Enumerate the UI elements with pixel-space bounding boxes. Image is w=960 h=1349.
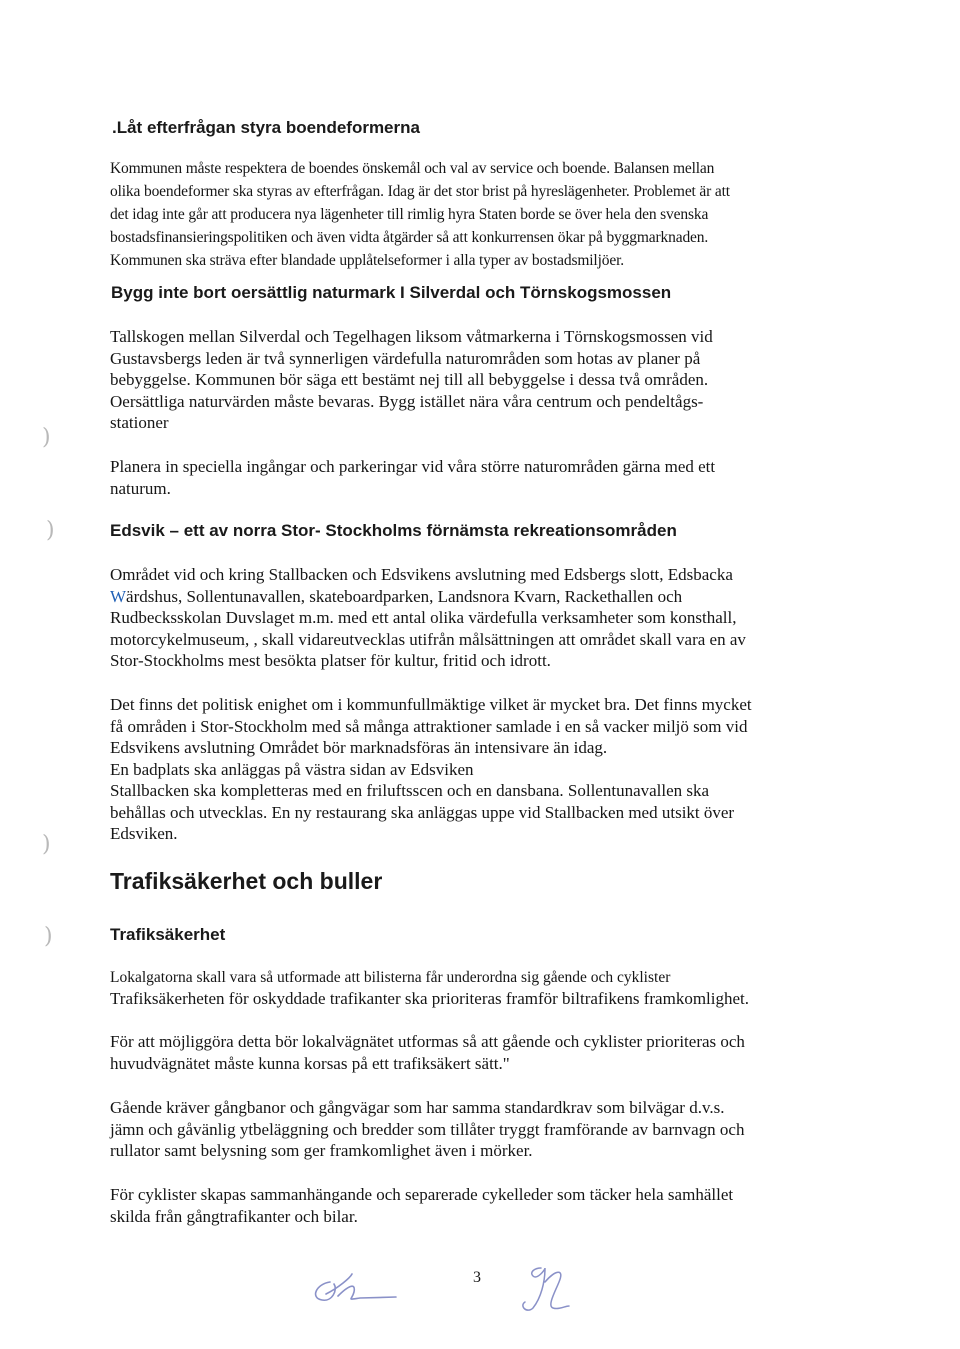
binder-hole-mark: ): [42, 425, 51, 450]
paragraph-trafik-1-line1: Lokalgatorna skall vara så utformade att bilisterna får underordna sig gående och cyklister: [110, 969, 671, 986]
paragraph-edsvik-1-rest: ärdshus, Sollentunavallen, skateboardparken, Landsnora Kvarn, Rackethallen och Rudbecksskolan Duvslaget m.m. med ett antal olika värdefulla verksamheter som konsthall, motorcykelmuseum, , skall vidareutvecklas utifrån målsättningen att området skall vara en av Stor-Stockholms mest besökta platser för kultur, fritid och idrott.: [110, 586, 746, 670]
paragraph-boendeformer: Kommunen måste respektera de boendes önskemål och val av service och boende. Balansen mellan olika boendeformer ska styras av efterfrågan. Idag är det stor brist på hyreslägenheter. Problemet är att det idag inte går att producera nya lägenheter till rimlig hyra Staten borde se över hela den svenska bostadsfinansieringspolitiken och även vidta åtgärder så att konkurrensen ökar på byggmarknaden. Kommunen ska sträva efter blandade upplåtelseformer i alla typer av bostadsmiljöer.: [110, 160, 730, 269]
signature-initials-left: [308, 1272, 398, 1308]
binder-hole-mark: ): [44, 924, 53, 949]
paragraph-edsvik-1-line1: Området vid och kring Stallbacken och Edsvikens avslutning med Edsbergs slott, Edsbacka: [110, 565, 733, 584]
heading-edsvik: Edsvik – ett av norra Stor- Stockholms förnämsta rekreationsområden: [110, 521, 677, 540]
paragraph-naturmark-1: Tallskogen mellan Silverdal och Tegelhagen liksom våtmarkerna i Törnskogsmossen vid Gustavsbergs leden är två synnerligen värdefulla naturområden som hotas av planer på bebyggelse. Kommunen bör säga ett bestämt nej till all bebyggelse i dessa två områden. Oersättliga naturvärden måste bevaras. Bygg istället nära våra centrum och pendeltågs- stationer: [110, 327, 713, 432]
highlighted-letter: W: [110, 586, 127, 606]
signature-initials-right: [515, 1262, 575, 1314]
subheading-trafiksakerhet: Trafiksäkerhet: [110, 925, 226, 944]
paragraph-trafik-2: För att möjliggöra detta bör lokalvägnätet utformas så att gående och cyklister prioriteras och huvudvägnätet måste kunna korsas på ett trafiksäkert sätt.": [110, 1032, 745, 1073]
page-number: 3: [473, 1269, 481, 1286]
paragraph-trafik-1-line2: Trafiksäkerheten för oskyddade trafikanter ska prioriteras framför biltrafikens framkomlighet.: [110, 989, 750, 1008]
paragraph-trafik-4: För cyklister skapas sammanhängande och separerade cykelleder som täcker hela samhället skilda från gångtrafikanter och bilar.: [110, 1185, 734, 1226]
heading-naturmark: Bygg inte bort oersättlig naturmark I Silverdal och Törnskogsmossen: [111, 283, 672, 302]
paragraph-trafik-3: Gående kräver gångbanor och gångvägar som har samma standardkrav som bilvägar d.v.s. jämn och gåvänlig ytbeläggning och bredder som tillåter tryggt framförande av barnvagn och rullator samt belysning som ger framkomlighet även i mörker.: [110, 1098, 745, 1160]
binder-hole-mark: ): [42, 832, 51, 857]
paragraph-naturmark-2: Planera in speciella ingångar och parkeringar vid våra större naturområden gärna med ett naturum.: [110, 457, 716, 498]
heading-boendeformer: .Låt efterfrågan styra boendeformerna: [112, 118, 420, 137]
paragraph-edsvik-1: [110, 564, 850, 672]
paragraph-edsvik-2: Det finns det politisk enighet om i kommunfullmäktige vilket är mycket bra. Det finns mycket få områden i Stor-Stockholm med så många attraktioner samlade i en så vacker miljö som vid Edsvikens avslutning Området bör marknadsföras än intensivare än idag. En badplats ska anläggas på västra sidan av Edsviken Stallbacken ska kompletteras med en friluftsscen och en dansbana. Sollentunavallen ska behållas och utvecklas. En ny restaurang ska anläggas uppe vid Stallbacken med utsikt över Edsviken.: [110, 695, 752, 843]
heading-trafiksakerhet-och-buller: Trafiksäkerhet och buller: [110, 868, 383, 894]
binder-hole-mark: ): [46, 518, 55, 543]
